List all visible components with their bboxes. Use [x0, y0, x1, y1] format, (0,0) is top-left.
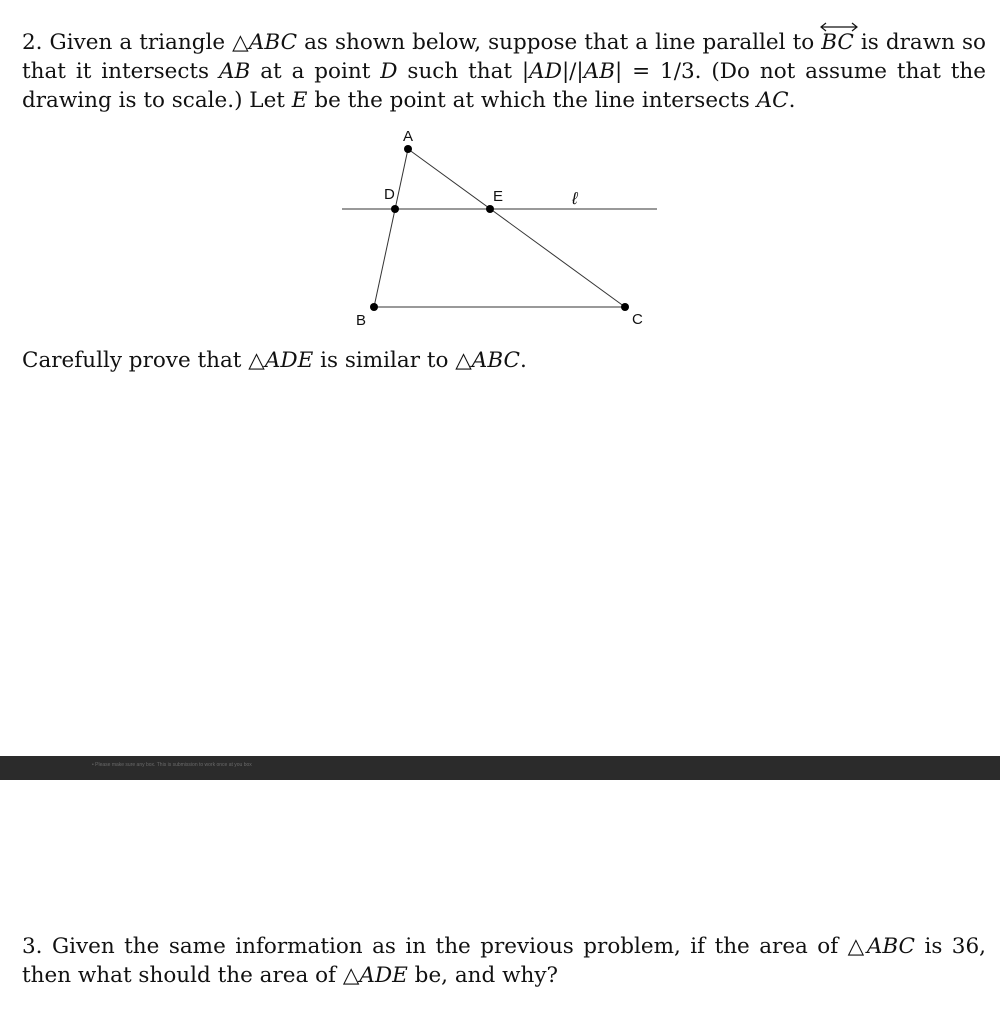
label-a: A	[403, 128, 414, 145]
side-ab	[374, 149, 408, 307]
problem-2	[22, 28, 986, 115]
double-arrow-icon	[820, 22, 860, 32]
divider-faint-text: • Please make sure any box. This is submission to work once at you box	[92, 762, 252, 768]
point-d	[391, 205, 399, 213]
label-d: D	[384, 186, 395, 203]
line-bc-notation: BC	[821, 28, 854, 57]
problem-3	[22, 932, 986, 990]
problem-2-statement: 2. Given a triangle △ABC as shown below, suppose that a line parallel to BC is drawn so that it intersects AB at a point D such that |AD|/|AB| = 1/3. (Do not assume that the drawing is to scale.) Let E be the point at which the line intersects AC.	[22, 28, 986, 115]
point-b	[370, 303, 378, 311]
point-a	[404, 145, 412, 153]
point-e	[486, 205, 494, 213]
triangle-figure	[330, 124, 670, 334]
problem-3-statement: 3. Given the same information as in the previous problem, if the area of △ABC is 36, then what should the area of △ADE be, and why?	[22, 934, 986, 988]
label-c: C	[632, 311, 643, 328]
side-ac	[408, 149, 625, 307]
label-b: B	[356, 312, 367, 329]
page-divider-bar	[0, 756, 1000, 780]
point-c	[621, 303, 629, 311]
problem-2-prompt: Carefully prove that △ADE is similar to △ABC.	[22, 348, 527, 373]
label-line: ℓ	[572, 189, 578, 208]
label-e: E	[493, 188, 504, 205]
